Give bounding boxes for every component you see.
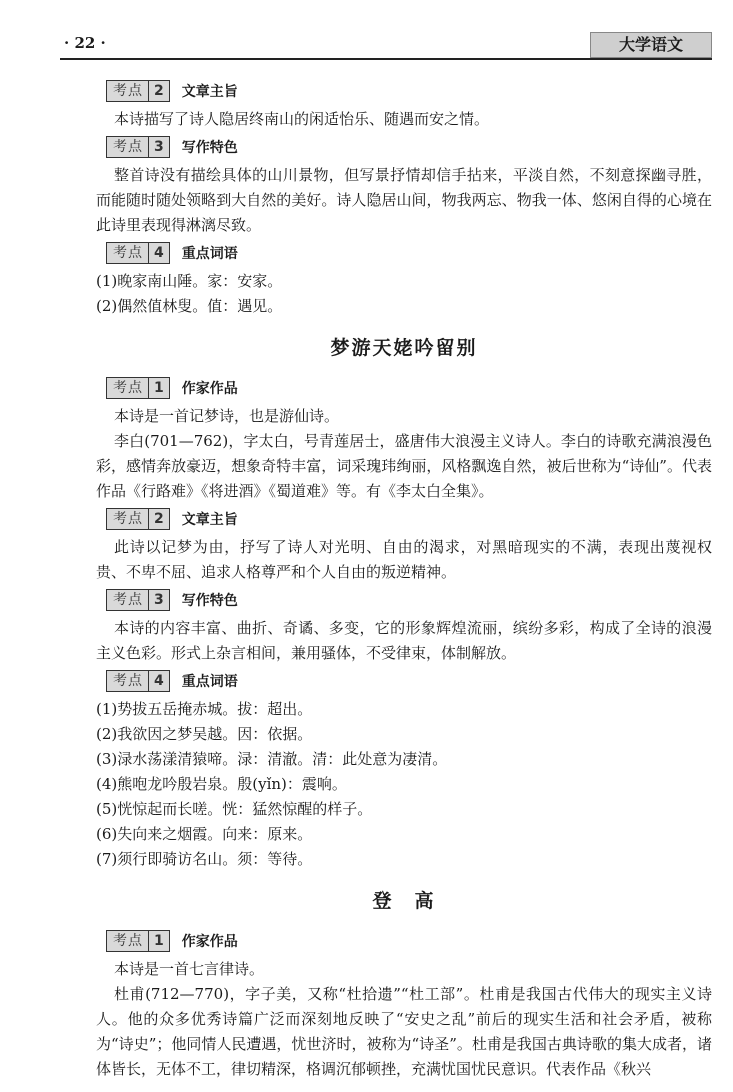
vocab-item: (1)势拔五岳掩赤城。拔：超出。 bbox=[96, 700, 313, 718]
kaodian-badge bbox=[106, 589, 170, 611]
paragraph: 本诗是一首记梦诗，也是游仙诗。 bbox=[114, 407, 340, 425]
paragraph: 此诗以记梦为由，抒写了诗人对光明、自由的渴求，对黑暗现实的不满，表现出蔑视权贵、不卑不屈、追求人格尊严和个人自由的叛逆精神。 bbox=[96, 538, 712, 581]
kaodian-number: 3 bbox=[148, 137, 165, 157]
kaodian-heading bbox=[106, 928, 712, 954]
paragraph: 整首诗没有描绘具体的山川景物，但写景抒情却信手拈来，平淡自然，不刻意探幽寻胜，而能随时随处领略到大自然的美好。诗人隐居山间，物我两忘、物我一体、悠闲自得的心境在此诗里表现得淋漓尽致。 bbox=[96, 166, 712, 234]
kaodian-number: 2 bbox=[148, 81, 165, 101]
vocab-item: (6)失向来之烟霞。向来：原来。 bbox=[96, 825, 313, 843]
kaodian-badge bbox=[106, 930, 170, 952]
kaodian-number: 4 bbox=[148, 671, 165, 691]
kaodian-badge bbox=[106, 80, 170, 102]
kaodian-label: 写作特色 bbox=[181, 140, 238, 156]
kaodian-label: 文章主旨 bbox=[181, 84, 238, 100]
paragraph: 李白(701—762)，字太白，号青莲居士，盛唐伟大浪漫主义诗人。李白的诗歌充满浪漫色彩，感情奔放豪迈，想象奇特丰富，词采瑰玮绚丽，风格飘逸自然，被后世称为“诗仙”。代表作品《行路难》《将进酒》《蜀道难》等。有《李太白全集》。 bbox=[96, 432, 712, 500]
vocab-item: (1)晚家南山陲。家：安家。 bbox=[96, 272, 283, 290]
kaodian-word: 考点 bbox=[113, 592, 143, 608]
page-header bbox=[60, 30, 712, 60]
page-number: · 22 · bbox=[64, 34, 106, 52]
section-title: 梦游天姥吟留别 bbox=[330, 337, 478, 359]
vocab-list bbox=[96, 269, 712, 319]
kaodian-word: 考点 bbox=[113, 380, 143, 396]
header-rule bbox=[60, 58, 712, 60]
kaodian-word: 考点 bbox=[113, 245, 143, 261]
kaodian-badge bbox=[106, 670, 170, 692]
kaodian-heading bbox=[106, 240, 712, 266]
kaodian-word: 考点 bbox=[113, 673, 143, 689]
kaodian-heading bbox=[106, 78, 712, 104]
vocab-item: (3)渌水荡漾清猿啼。渌：清澈。清：此处意为凄清。 bbox=[96, 750, 448, 768]
paragraph: 杜甫(712—770)，字子美，又称“杜拾遗”“杜工部”。杜甫是我国古代伟大的现实主义诗人。他的众多优秀诗篇广泛而深刻地反映了“安史之乱”前后的现实生活和社会矛盾，被称为“诗史”；他同情人民遭遇，忧世济时，被称为“诗圣”。杜甫是我国古典诗歌的集大成者，诸体皆长，无体不工，律切精深，格调沉郁顿挫，充满忧国忧民意识。代表作品《秋兴 bbox=[96, 985, 712, 1078]
kaodian-badge bbox=[106, 242, 170, 264]
kaodian-word: 考点 bbox=[113, 139, 143, 155]
kaodian-heading bbox=[106, 375, 712, 401]
kaodian-number: 2 bbox=[148, 509, 165, 529]
kaodian-number: 1 bbox=[148, 931, 165, 951]
paragraph: 本诗的内容丰富、曲折、奇谲、多变，它的形象辉煌流丽，缤纷多彩，构成了全诗的浪漫主义色彩。形式上杂言相间，兼用骚体，不受律束，体制解放。 bbox=[96, 619, 712, 662]
kaodian-label: 作家作品 bbox=[181, 934, 238, 950]
vocab-item: (5)恍惊起而长嗟。恍：猛然惊醒的样子。 bbox=[96, 800, 373, 818]
section-title: 登 高 bbox=[372, 890, 436, 912]
kaodian-word: 考点 bbox=[113, 511, 143, 527]
kaodian-number: 4 bbox=[148, 243, 165, 263]
kaodian-badge bbox=[106, 508, 170, 530]
vocab-item: (4)熊咆龙吟殷岩泉。殷(yǐn)：震响。 bbox=[96, 775, 347, 793]
kaodian-badge bbox=[106, 136, 170, 158]
kaodian-number: 3 bbox=[148, 590, 165, 610]
page-content bbox=[96, 76, 712, 1082]
kaodian-label: 写作特色 bbox=[181, 593, 238, 609]
kaodian-label: 重点词语 bbox=[181, 674, 238, 690]
kaodian-badge bbox=[106, 377, 170, 399]
vocab-item: (2)我欲因之梦吴越。因：依据。 bbox=[96, 725, 313, 743]
paragraph: 本诗描写了诗人隐居终南山的闲适怡乐、随遇而安之情。 bbox=[114, 110, 490, 128]
kaodian-word: 考点 bbox=[113, 933, 143, 949]
kaodian-heading bbox=[106, 134, 712, 160]
vocab-list bbox=[96, 697, 712, 872]
kaodian-word: 考点 bbox=[113, 83, 143, 99]
kaodian-heading bbox=[106, 587, 712, 613]
kaodian-heading bbox=[106, 506, 712, 532]
kaodian-label: 作家作品 bbox=[181, 381, 238, 397]
vocab-item: (7)须行即骑访名山。须：等待。 bbox=[96, 850, 313, 868]
kaodian-heading bbox=[106, 668, 712, 694]
kaodian-number: 1 bbox=[148, 378, 165, 398]
kaodian-label: 文章主旨 bbox=[181, 512, 238, 528]
kaodian-label: 重点词语 bbox=[181, 246, 238, 262]
paragraph: 本诗是一首七言律诗。 bbox=[114, 960, 265, 978]
vocab-item: (2)偶然值林叟。值：遇见。 bbox=[96, 297, 283, 315]
book-title: 大学语文 bbox=[590, 32, 712, 58]
